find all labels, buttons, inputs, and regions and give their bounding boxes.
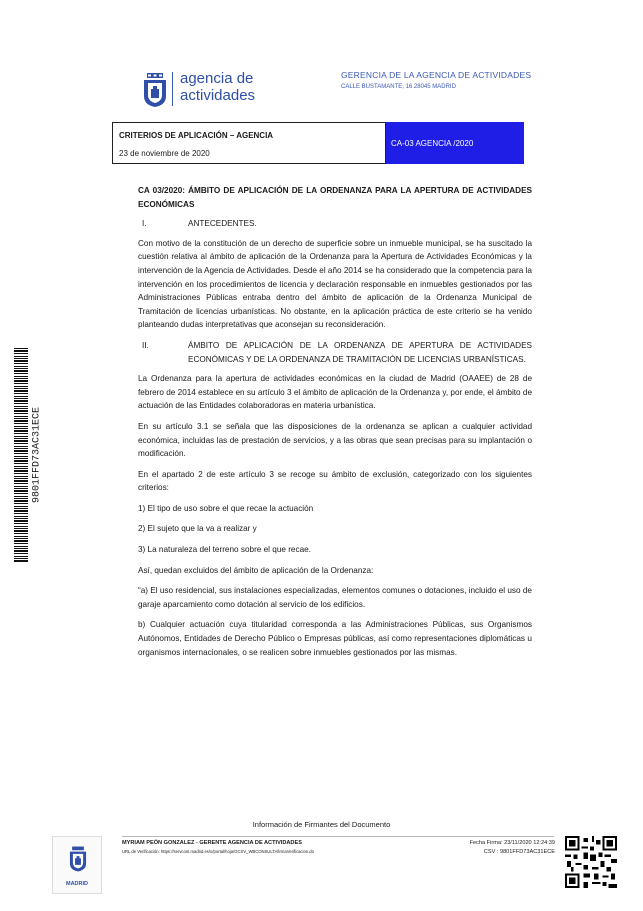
signers-heading: Información de Firmantes del Documento [252, 820, 391, 829]
paragraph-6: “a) El uso residencial, sus instalaciones especializadas, elementos comunes o dotaciones, incluido el uso de garaje aparcamiento como dotación al servicio de los edificios. [138, 586, 532, 609]
csv-code: CSV : 9801FFD73AC31ECE [483, 849, 555, 855]
criteria-code: CA-03 AGENCIA /2020 [386, 122, 524, 164]
agency-line-2: actividades [180, 87, 256, 104]
madrid-crest-icon [140, 72, 170, 108]
paragraph-7: b) Cualquier actuación cuya titularidad corresponda a las Administraciones Públicas, sus Organismos Autónomos, Entidades de Derecho Público o Empresas públicas, así como representaciones diplomáticas u organismos internacionales, o se realicen sobre inmuebles gestionados por las mismas. [138, 620, 532, 657]
logo-divider [172, 72, 173, 106]
gerencia-title: GERENCIA DE LA AGENCIA DE ACTIVIDADES [341, 70, 532, 80]
signature-date: Fecha Firma: 23/11/2020 12:24:39 [469, 840, 555, 846]
criteria-date: 23 de noviembre de 2020 [119, 149, 210, 158]
paragraph-4: En el apartado 2 de este artículo 3 se recoge su ámbito de exclusión, categorizado con los siguientes criterios: [138, 469, 532, 493]
section-1 [138, 217, 532, 231]
side-barcode [14, 348, 28, 562]
madrid-crest-icon [67, 845, 89, 873]
paragraph-3: En su artículo 3.1 se señala que las disposiciones de la ordenanza se aplican a cualquier actividad económica, incluidas las de prestación de servicios, y a las obras que sean precisas para su implantación o modificación. [138, 421, 532, 459]
qr-code-icon [565, 836, 617, 888]
paragraph-2: La Ordenanza para la apertura de actividades económicas en la ciudad de Madrid (OAAEE) de 28 de febrero de 2014 establece en su artículo 3 el ámbito de aplicación de la Ordenanza y, por ende, el ámbito de actuación de las Entidades colaboradoras en materia urbanística. [138, 374, 532, 411]
signer-name: MYRIAM PEÓN GONZALEZ - GERENTE AGENCIA DE ACTIVIDADES [122, 840, 302, 846]
section-2-title: ÁMBITO DE APLICACIÓN DE LA ORDENANZA DE APERTURA DE ACTIVIDADES ECONÓMICAS Y DE LA ORDENANZA DE TRAMITACIÓN DE LICENCIAS URBANÍSTICAS. [188, 340, 532, 364]
list-item-3: 3) La naturaleza del terreno sobre el que recae. [138, 545, 311, 555]
footer-divider [122, 836, 554, 837]
madrid-footer-logo [52, 836, 102, 894]
paragraph-5: Así, quedan excluidos del ámbito de aplicación de la Ordenanza: [138, 565, 374, 575]
verification-url[interactable]: URL de Verificación: https://servcont.madrid.es/o/portal/hoja/GCSV_WBCONSULTAfirmaVerificacion.do [122, 849, 314, 854]
gerencia-address: CALLE BUSTAMANTE, 16 28045 MADRID [341, 84, 456, 90]
agency-line-1: agencia de [180, 70, 254, 87]
list-item-1: 1) El tipo de uso sobre el que recae la actuación [138, 503, 314, 513]
section-2-number: II. [142, 340, 149, 350]
document-heading: CA 03/2020: ÁMBITO DE APLICACIÓN DE LA ORDENANZA PARA LA APERTURA DE ACTIVIDADES ECONÓMICAS [138, 186, 532, 209]
criteria-box [112, 122, 386, 164]
section-1-number: I. [142, 219, 147, 229]
section-2 [138, 339, 532, 366]
agency-name [180, 70, 255, 104]
document-body [138, 184, 532, 666]
list-item-2: 2) El sujeto que la va a realizar y [138, 524, 257, 534]
madrid-label: MADRID [66, 881, 88, 887]
criteria-title: CRITERIOS DE APLICACIÓN – AGENCIA [119, 131, 274, 140]
barcode-text: 9801FFD73AC31ECE [31, 406, 43, 504]
section-1-title: ANTECEDENTES. [188, 219, 257, 229]
paragraph-1: Con motivo de la constitución de un derecho de superficie sobre un inmueble municipal, se ha suscitado la cuestión relativa al ámbito de aplicación de la Ordenanza para la Apertura de Actividades Económicas y la intervención de la Agencia de Actividades. Desde el año 2014 se ha considerado que la competencia para la intervención en los procedimientos de licencia y declaración responsable en inmuebles gestionados por las Administraciones Públicas entraba dentro del ámbito de aplicación de la Ordenanza Municipal de Tramitación de licencias urbanísticas. No obstante, en la aplicación práctica de este criterio se ha venido planteando dudas interpretativas que aconsejan su reconsideración. [138, 238, 532, 330]
